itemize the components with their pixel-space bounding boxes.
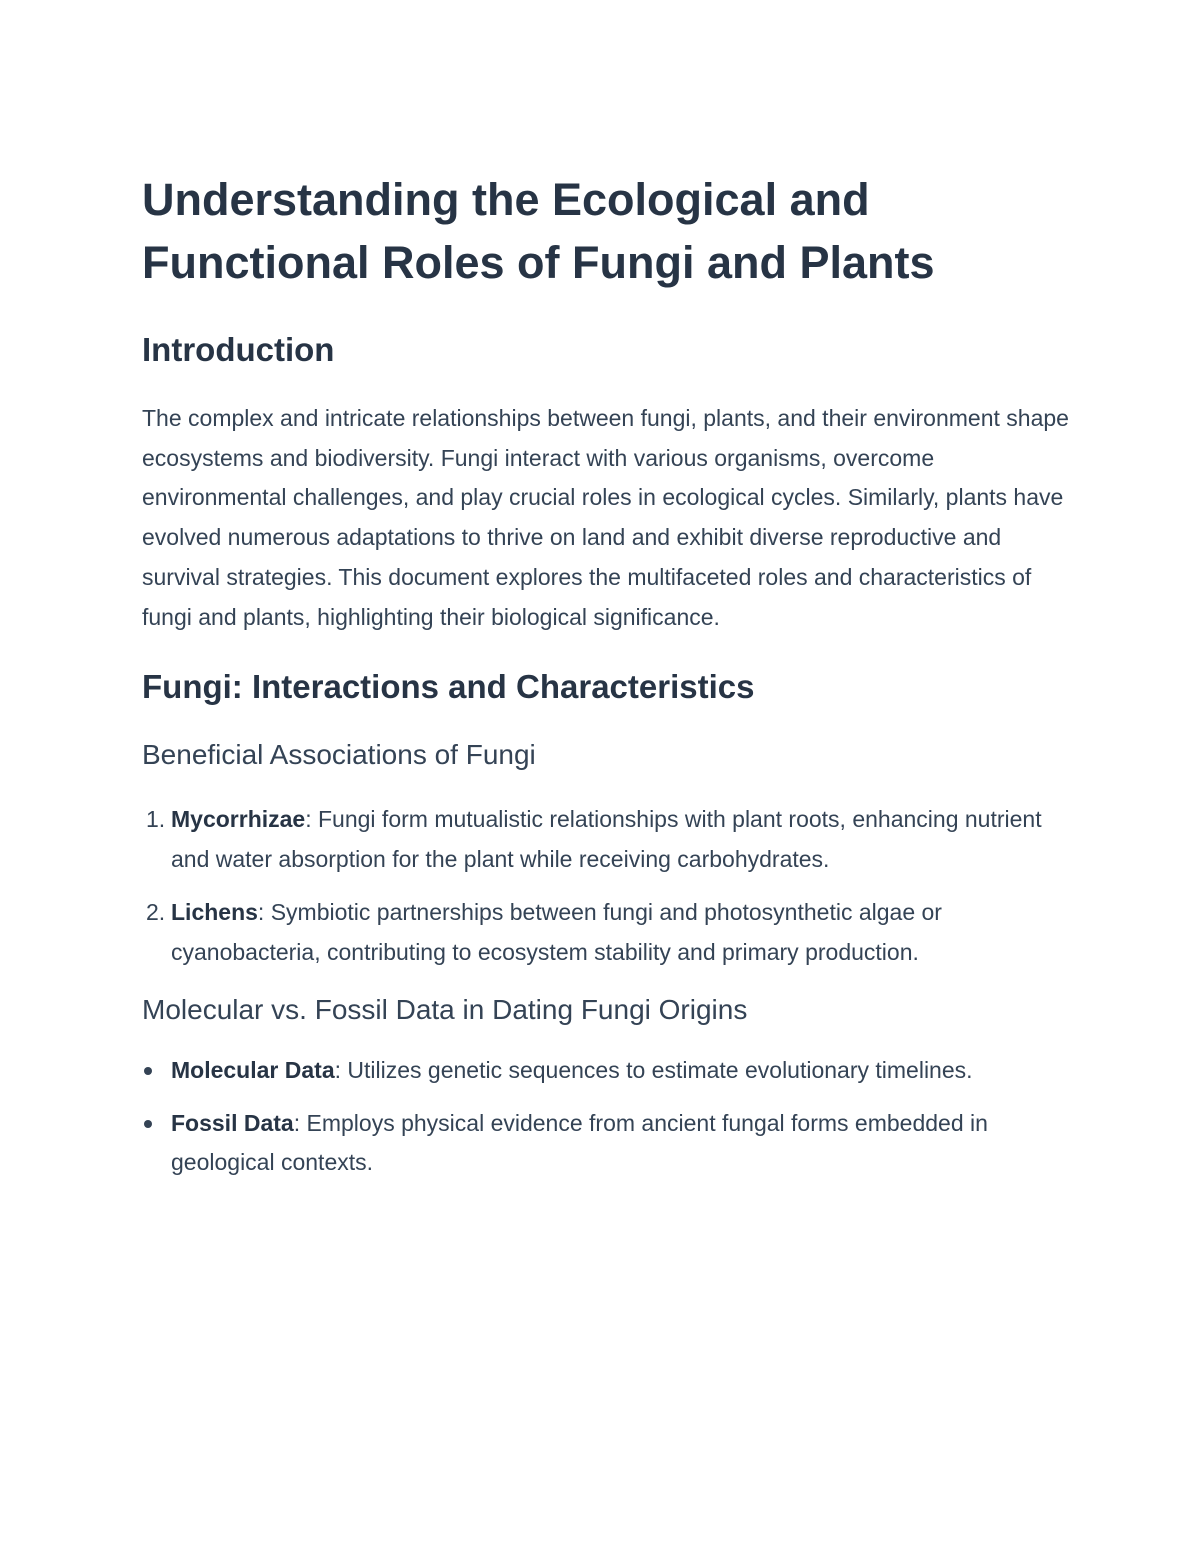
list-item-molecular-data bbox=[142, 1051, 1072, 1091]
introduction-paragraph: The complex and intricate relationships between fungi, plants, and their environment shape ecosystems and biodiversity. Fungi interact with various organisms, overcome environmental challenges, and play crucial roles in ecological cycles. Similarly, plants have evolved numerous adaptations to thrive on land and exhibit diverse reproductive and survival strategies. This document explores the multifaceted roles and characteristics of fungi and plants, highlighting their biological significance. bbox=[142, 405, 1069, 630]
bullet-dot-icon bbox=[144, 1067, 152, 1075]
description-lichens: : Symbiotic partnerships between fungi and photosynthetic algae or cyanobacteria, contributing to ecosystem stability and primary production. bbox=[171, 899, 942, 965]
list-number: 1. bbox=[146, 806, 166, 833]
document-page bbox=[142, 168, 1072, 1183]
dating-fungi-heading: Molecular vs. Fossil Data in Dating Fungi Origins bbox=[142, 994, 748, 1026]
term-fossil-data: Fossil Data bbox=[171, 1109, 294, 1136]
term-mycorrhizae: Mycorrhizae bbox=[171, 806, 306, 833]
list-number: 2. bbox=[146, 899, 166, 926]
term-lichens: Lichens bbox=[171, 899, 258, 926]
list-item-fossil-data bbox=[142, 1104, 1072, 1183]
introduction-heading: Introduction bbox=[142, 331, 335, 368]
description-mycorrhizae: : Fungi form mutualistic relationships with plant roots, enhancing nutrient and water absorption for the plant while receiving carbohydrates. bbox=[171, 806, 1042, 872]
description-fossil-data: : Employs physical evidence from ancient fungal forms embedded in geological contexts. bbox=[171, 1109, 988, 1176]
title-line-1: Understanding the Ecological and bbox=[142, 174, 870, 225]
list-item-lichens bbox=[142, 893, 1072, 972]
description-molecular-data: : Utilizes genetic sequences to estimate evolutionary timelines. bbox=[334, 1057, 973, 1084]
beneficial-associations-list bbox=[142, 800, 1072, 972]
term-molecular-data: Molecular Data bbox=[171, 1057, 335, 1084]
beneficial-associations-heading: Beneficial Associations of Fungi bbox=[142, 739, 536, 771]
dating-methods-list bbox=[142, 1051, 1072, 1183]
bullet-dot-icon bbox=[144, 1120, 152, 1128]
fungi-section-heading: Fungi: Interactions and Characteristics bbox=[142, 668, 755, 706]
title-line-2: Functional Roles of Fungi and Plants bbox=[142, 237, 935, 288]
document-title bbox=[142, 168, 1072, 294]
list-item-mycorrhizae bbox=[142, 800, 1072, 879]
